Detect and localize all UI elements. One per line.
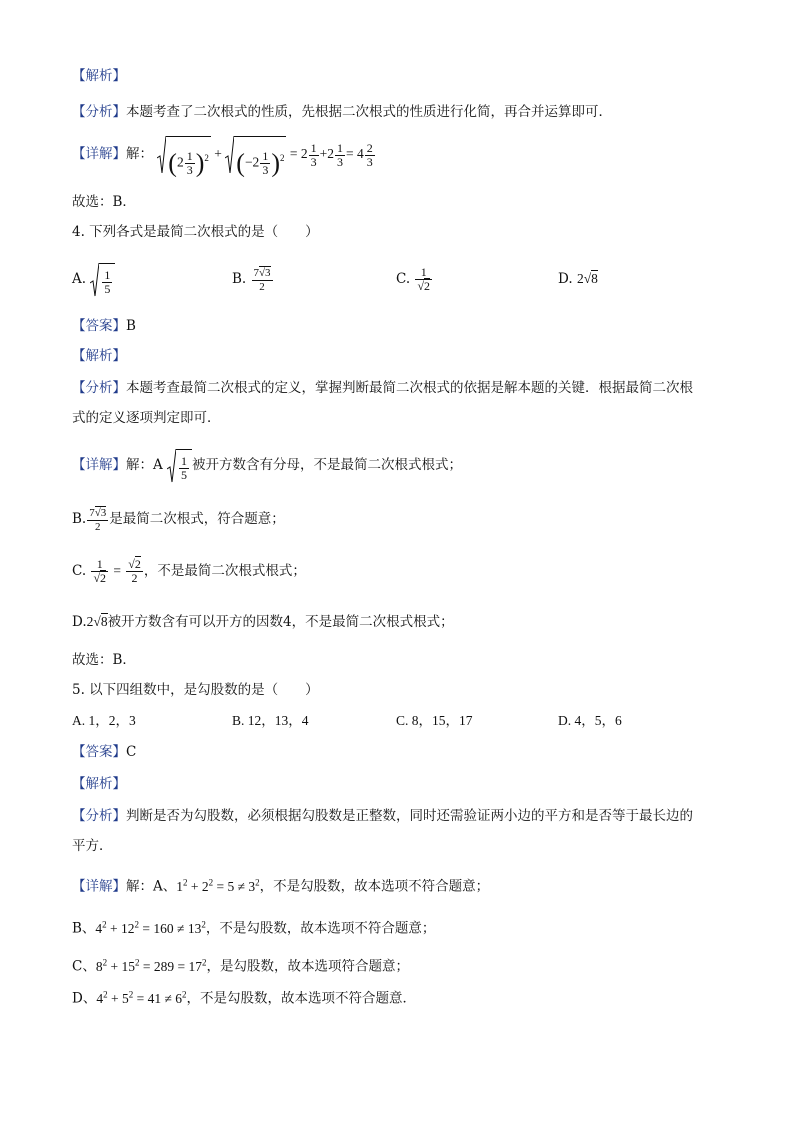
q4-option-b: B. $\frac{7√3}{2}$ [232,266,271,293]
q5-detail-c-prefix: C、 [72,958,96,975]
q4-option-b-label: B. [232,271,247,287]
q5-detail-tag: 【详解】 [72,878,126,895]
q4-option-c-label: C. [396,271,411,287]
q5-detail-c: C、$8^2 + 15^2 = 289 = 17^2$，是勾股数，故本选项符合题意； [72,957,409,975]
q4-detail-d-text: 被开方数含有可以开方的因数4，不是最简二次根式根式； [107,614,454,630]
q5-detail-d-text: ，不是勾股数，故本选项不符合题意． [186,990,416,1007]
q5-detail-d-prefix: D、 [72,990,97,1007]
q5-jiexi-label: 【解析】 [72,776,126,792]
q3-analysis-tag: 【分析】 [72,104,126,120]
q4-question: 4. 下列各式是最简二次根式的是（ ） [72,224,319,240]
q5-detail-a-text: ，不是勾股数，故本选项不符合题意； [259,878,490,895]
q4-detail-c-text: ，不是最简二次根式根式； [143,563,306,579]
q4-detail-d-prefix: D. [72,614,87,630]
q5-option-c: C. 8，15，17 [396,713,473,728]
q5-detail-a: 【详解】解：A、$1^2 + 2^2 = 5 \ne 3^2$，不是勾股数，故本选项不符合题意； [72,877,490,895]
q5-analysis-tag: 【分析】 [72,808,126,824]
q4-answer-tag: 【答案】 [72,318,126,334]
q5-detail-d: D、$4^2 + 5^2 = 41 \ne 6^2$，不是勾股数，故本选项不符合题意． [72,989,416,1007]
q4-analysis-line2: 式的定义逐项判定即可． [72,410,221,426]
q4-detail-c: C. $\frac{1}{√2}$ = $\frac{√2}{2}$ ，不是最简二次根式根式； [72,557,306,585]
q5-detail-b-prefix: B、 [72,920,96,937]
q4-option-d: D. 2√8 [558,271,598,287]
q4-detail-a-prefix: 解：A [126,457,163,473]
q5-detail-b: B、$4^2 + 12^2 = 160 \ne 13^2$，不是勾股数，故本选项不符合题意； [72,919,436,937]
q5-detail-b-text: ，不是勾股数，故本选项不符合题意； [205,920,436,937]
q4-answer [72,316,136,336]
q4-detail-b-prefix: B. [72,511,87,527]
q5-answer-value: C [126,744,137,760]
q4-detail-a-text: 被开方数含有分母，不是最简二次根式根式； [192,457,463,473]
q5-answer-tag: 【答案】 [72,744,126,760]
q4-detail-b-text: 是最简二次根式，符合题意； [109,511,285,527]
q5-answer [72,742,136,762]
q4-answer-line: 故选：B． [72,652,136,668]
q4-jiexi-label: 【解析】 [72,348,126,364]
q4-analysis-line1 [72,378,693,398]
q3-detail-tag: 【详解】 [72,146,126,163]
q5-option-b: B. 12，13，4 [232,713,309,728]
q4-detail-a: 【详解】解：A $\frac{1}{5}$ 被开方数含有分母，不是最简二次根式根式； [72,448,462,483]
q4-answer-value: B [126,318,136,334]
q4-detail-c-prefix: C. [72,563,87,579]
q3-answer-line: 故选：B． [72,194,136,210]
q4-option-a: A. $\frac{1}{5}$ [72,262,115,297]
q4-option-c: C. $\frac{1}{√2}$ [396,265,431,293]
q5-analysis-line1 [72,806,693,826]
q5-detail-a-prefix: 解：A、 [126,878,177,895]
q4-option-a-label: A. [72,271,87,287]
q3-detail [72,136,376,178]
q4-detail-tag: 【详解】 [72,457,126,473]
q5-option-d: D. 4，5，6 [558,713,622,728]
q4-detail-b: B. $\frac{7√3}{2}$ 是最简二次根式，符合题意； [72,506,285,533]
q4-option-d-label: D. [558,271,573,287]
q4-detail-d: D.2√8被开方数含有可以开方的因数4，不是最简二次根式根式； [72,614,454,630]
q3-detail-formula: (2 $\frac{1}{3}$ )$^2$ + (−2 $\frac{1}{3}$ )$^2$ = 2 $\frac{1}{3}$ +2 $\frac{1}{3}$ = 4 $\frac{2}{3}$ [157,146,375,161]
q4-analysis-tag: 【分析】 [72,380,126,396]
q3-analysis-text: 本题考查了二次根式的性质，先根据二次根式的性质进行化简，再合并运算即可． [126,104,612,120]
q5-option-a: A. 1，2，3 [72,713,136,728]
q5-detail-c-text: ，是勾股数，故本选项符合题意； [206,958,409,975]
q5-question: 5. 以下四组数中，是勾股数的是（ ） [72,682,319,698]
q5-analysis-text1: 判断是否为勾股数，必须根据勾股数是正整数，同时还需验证两小边的平方和是否等于最长边的 [126,808,693,824]
q4-analysis-text1: 本题考查最简二次根式的定义，掌握判断最简二次根式的依据是解本题的关键．根据最简二次根 [126,380,693,396]
q5-analysis-line2: 平方． [72,838,113,854]
q3-analysis [72,102,612,122]
q3-jiexi-label: 【解析】 [72,68,126,84]
q3-detail-jie: 解： [126,146,153,163]
